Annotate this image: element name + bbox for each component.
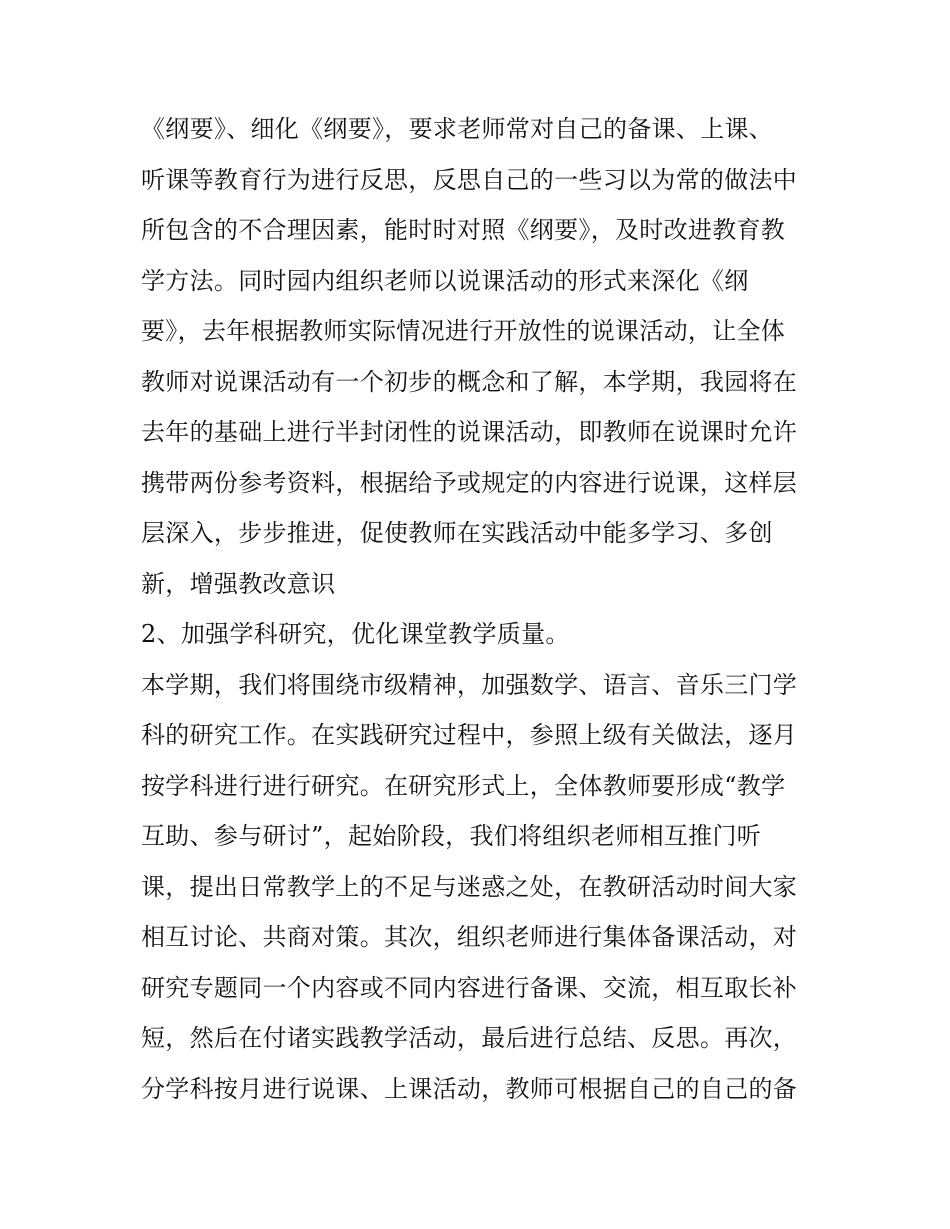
document-body xyxy=(141,104,821,1114)
text-line: 按学科进行进行研究。在研究形式上，全体教师要形成“教学 xyxy=(141,771,786,800)
text-line: 教师对说课活动有一个初步的概念和了解，本学期，我园将在 xyxy=(141,367,798,396)
text-line: 分学科按月进行说课、上课活动，教师可根据自己的自己的备 xyxy=(141,1074,798,1103)
text-line: 互助、参与研讨”，起始阶段，我们将组织老师相互推门听 xyxy=(141,822,762,850)
section-heading: 2、加强学科研究，优化课堂教学质量。 xyxy=(141,620,570,648)
text-line: 科的研究工作。在实践研究过程中，参照上级有关做法，逐月 xyxy=(141,721,798,749)
text-line: 层深入，步步推进，促使教师在实践活动中能多学习、多创 xyxy=(141,519,773,547)
text-line: 听课等教育行为进行反思，反思自己的一些习以为常的做法中 xyxy=(141,165,798,194)
text-line: 所包含的不合理因素，能时时对照《纲要》，及时改进教育教 xyxy=(141,216,786,244)
text-line: 去年的基础上进行半封闭性的说课活动，即教师在说课时允许 xyxy=(141,418,798,446)
text-line: 《纲要》、细化《纲要》，要求老师常对自己的备课、上课、 xyxy=(141,115,774,143)
text-line: 研究专题同一个内容或不同内容进行备课、交流，相互取长补 xyxy=(141,973,798,1002)
text-line: 相互讨论、共商对策。其次，组织老师进行集体备课活动，对 xyxy=(141,923,798,951)
text-line: 本学期，我们将围绕市级精神，加强数学、语言、音乐三门学 xyxy=(141,670,798,699)
text-line: 课，提出日常教学上的不足与迷惑之处，在教研活动时间大家 xyxy=(141,872,798,901)
text-line: 要》，去年根据教师实际情况进行开放性的说课活动，让全体 xyxy=(141,317,786,345)
text-line: 携带两份参考资料，根据给予或规定的内容进行说课，这样层 xyxy=(141,468,798,497)
text-line: 新，增强教改意识 xyxy=(141,569,336,598)
text-line: 学方法。同时园内组织老师以说课活动的形式来深化《纲 xyxy=(141,266,749,295)
text-line: 短，然后在付诸实践教学活动，最后进行总结、反思。再次， xyxy=(141,1024,798,1052)
